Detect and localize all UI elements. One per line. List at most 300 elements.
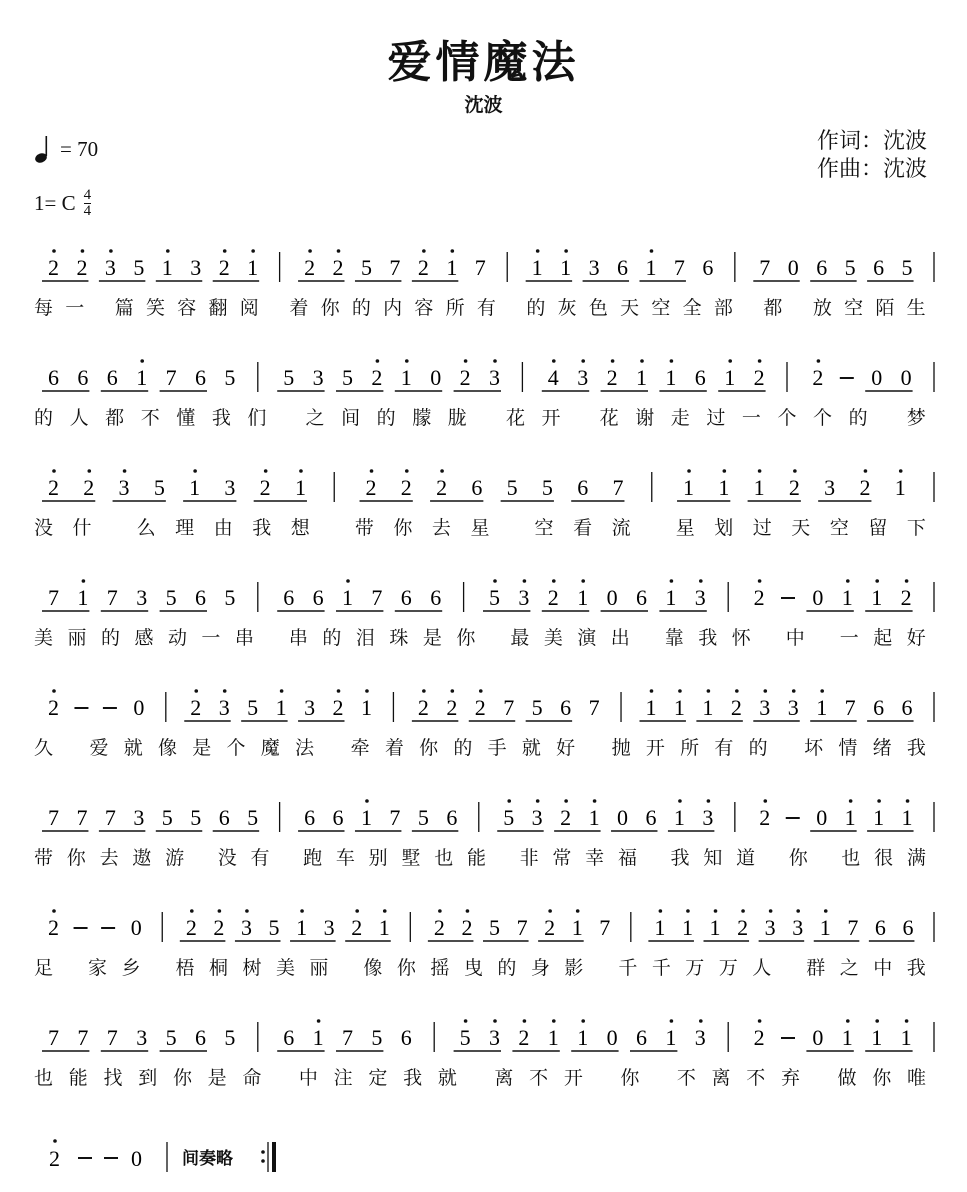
- note: 6: [77, 365, 89, 390]
- lyric-char: [283, 403, 290, 430]
- note: 5: [165, 585, 177, 610]
- lyric-char: 树: [242, 957, 263, 979]
- octave-dot: [405, 359, 409, 363]
- lyric-char: 抛: [611, 737, 632, 759]
- octave-dot: [193, 469, 197, 473]
- lyric-char: 很: [874, 847, 895, 869]
- note: 2: [48, 915, 59, 940]
- octave-dot: [365, 799, 369, 803]
- note: 7: [48, 805, 59, 830]
- note: 3: [759, 695, 771, 720]
- lyric-char: 就: [437, 1067, 458, 1089]
- lyric-char: 摇: [430, 957, 451, 979]
- note: 6: [48, 365, 59, 390]
- note: 1: [547, 1025, 559, 1050]
- note: 6: [902, 915, 914, 940]
- note: 7: [673, 255, 685, 280]
- lyric-char: 的: [497, 957, 518, 979]
- octave-dot: [523, 1019, 527, 1023]
- octave-dot: [670, 359, 674, 363]
- lyric-char: 个: [777, 407, 798, 429]
- octave-dot: [376, 359, 380, 363]
- lyric-char: [783, 733, 790, 760]
- lyric-char: [67, 953, 74, 980]
- note: 1: [636, 365, 647, 390]
- note: 1: [844, 805, 856, 830]
- lyric-char: 魔: [260, 737, 281, 759]
- lyric-char: 流: [611, 517, 632, 539]
- octave-dot: [899, 469, 903, 473]
- lyric-char: 懂: [176, 407, 197, 429]
- note: 3: [136, 585, 148, 610]
- note: 2: [737, 915, 749, 940]
- octave-dot: [581, 579, 585, 583]
- octave-dot: [223, 249, 227, 253]
- lyric-char: 演: [577, 627, 598, 649]
- octave-dot: [251, 249, 255, 253]
- lyric-char: 不: [140, 407, 161, 429]
- note: 1: [665, 1025, 677, 1050]
- lyric-char: 美: [275, 957, 296, 979]
- time-signature-beats: 4: [83, 187, 92, 203]
- lyric-char: 丽: [67, 627, 88, 649]
- lyric-char: 的: [322, 627, 343, 649]
- note-line: [0, 1018, 967, 1058]
- lyric-char: 都: [105, 407, 126, 429]
- note: 6: [816, 255, 828, 280]
- lyric-char: [500, 843, 507, 870]
- notation-row: [0, 248, 967, 358]
- note: 2: [332, 695, 344, 720]
- lyric-char: 你: [172, 1067, 193, 1089]
- lyric-char: [268, 623, 275, 650]
- note: 7: [599, 915, 611, 940]
- octave-dot: [308, 249, 312, 253]
- lyric-line: [34, 293, 927, 320]
- lyric-char: 定: [368, 1067, 389, 1089]
- octave-dot: [493, 359, 497, 363]
- lyric-char: 动: [167, 627, 188, 649]
- lyric-char: 理: [175, 517, 196, 539]
- lyric-char: 出: [610, 627, 631, 649]
- tempo-value: = 70: [60, 136, 99, 161]
- lyric-char: 靠: [664, 627, 685, 649]
- final-note-group: [49, 1139, 274, 1172]
- octave-dot: [796, 909, 800, 913]
- lyric-char: 阅: [239, 297, 260, 319]
- lyric-char: 开: [645, 737, 666, 759]
- note: 3: [240, 915, 252, 940]
- note: 5: [283, 365, 295, 390]
- note: 5: [503, 805, 515, 830]
- lyric-char: 你: [620, 1067, 641, 1089]
- note: 6: [218, 805, 230, 830]
- note: 6: [332, 805, 344, 830]
- lyric-line: [34, 843, 927, 870]
- note: 6: [577, 475, 589, 500]
- note: 7: [503, 695, 515, 720]
- lyric-char: 家: [88, 957, 109, 979]
- note: 2: [544, 915, 556, 940]
- octave-dot: [81, 249, 85, 253]
- lyric-char: 遨: [132, 847, 153, 869]
- note: 1: [560, 255, 572, 280]
- note: 2: [365, 475, 377, 500]
- lyric-char: 去: [431, 517, 452, 539]
- octave-dot: [536, 799, 540, 803]
- note: 1: [871, 1025, 883, 1050]
- lyric-char: 身: [530, 957, 551, 979]
- lyric-char: 串: [288, 627, 309, 649]
- lyric-char: 们: [247, 407, 268, 429]
- note: 2: [461, 915, 473, 940]
- octave-dot: [875, 1019, 879, 1023]
- note: 1: [189, 475, 201, 500]
- lyric-char: 美: [34, 627, 55, 649]
- octave-dot: [640, 359, 644, 363]
- lyric-char: 没: [217, 847, 238, 869]
- note: 0: [606, 585, 618, 610]
- note: 6: [636, 585, 647, 610]
- note: 3: [531, 805, 543, 830]
- note: 5: [224, 365, 236, 390]
- lyric-char: 篇: [114, 297, 135, 319]
- lyric-line: [34, 513, 927, 540]
- lyric-char: 你: [456, 627, 477, 649]
- tempo-marking: [34, 132, 98, 166]
- note: 3: [702, 805, 714, 830]
- lyric-char: [97, 293, 104, 320]
- lyric-char: 由: [213, 517, 234, 539]
- lyric-char: 去: [99, 847, 120, 869]
- octave-dot: [906, 799, 910, 803]
- lyric-char: 中: [873, 957, 894, 979]
- lyric-char: 都: [763, 297, 784, 319]
- lyric-char: 绪: [872, 737, 893, 759]
- note: 6: [195, 585, 206, 610]
- lyric-char: 是: [207, 1067, 228, 1089]
- note: 1: [360, 805, 372, 830]
- note: 5: [489, 585, 500, 610]
- note: 6: [400, 585, 412, 610]
- lyric-char: 离: [711, 1067, 732, 1089]
- octave-dot: [536, 249, 540, 253]
- octave-dot: [218, 909, 222, 913]
- note: 2: [371, 365, 383, 390]
- lyric-char: 带: [354, 517, 375, 539]
- octave-dot: [383, 909, 387, 913]
- lyric-char: [277, 1063, 284, 1090]
- note: 1: [901, 805, 913, 830]
- octave-dot: [817, 359, 821, 363]
- note: 6: [901, 695, 913, 720]
- lyric-char: 跑: [303, 847, 324, 869]
- octave-dot: [877, 799, 881, 803]
- note-line: [0, 798, 967, 838]
- lyric-char: 影: [564, 957, 585, 979]
- lyric-char: 空: [534, 517, 555, 539]
- octave-dot: [659, 909, 663, 913]
- note: 2: [351, 915, 363, 940]
- final-line: [0, 1138, 967, 1178]
- octave-dot: [686, 909, 690, 913]
- octave-dot: [905, 1019, 909, 1023]
- note: 6: [106, 365, 118, 390]
- lyric-char: 一: [201, 627, 222, 649]
- note: 7: [48, 585, 59, 610]
- lyric-char: 是: [192, 737, 213, 759]
- lyric-char: 的: [748, 737, 769, 759]
- note: 1: [577, 1025, 589, 1050]
- octave-dot: [438, 909, 442, 913]
- note: 5: [506, 475, 518, 500]
- note: 2: [812, 365, 824, 390]
- octave-dot: [763, 799, 767, 803]
- note: 2: [859, 475, 871, 500]
- lyric-char: [509, 513, 516, 540]
- note: 2: [213, 915, 225, 940]
- octave-dot: [405, 469, 409, 473]
- lyric-char: [644, 623, 651, 650]
- note: 1: [873, 805, 885, 830]
- lyric-char: 开: [563, 1067, 584, 1089]
- lyric-char: 桐: [208, 957, 229, 979]
- lyric-char: [329, 733, 336, 760]
- octave-dot: [678, 689, 682, 693]
- octave-dot: [552, 359, 556, 363]
- octave-dot: [264, 469, 268, 473]
- lyric-char: 天: [620, 297, 641, 319]
- note: 7: [48, 1025, 59, 1050]
- svg-text:2: 2: [49, 1146, 60, 1171]
- notation-row: [0, 468, 967, 578]
- note: 2: [560, 805, 572, 830]
- lyric-char: 的: [351, 297, 372, 319]
- lyric-char: 最: [510, 627, 531, 649]
- lyric-char: 也: [34, 1067, 55, 1089]
- octave-dot: [741, 909, 745, 913]
- note: 6: [430, 585, 442, 610]
- note: 3: [824, 475, 836, 500]
- octave-dot: [123, 469, 127, 473]
- lyricist-credit: 作词：沈波: [816, 129, 927, 154]
- lyric-char: 我: [403, 1067, 424, 1089]
- note: 0: [871, 365, 883, 390]
- note: 3: [694, 1025, 706, 1050]
- note: 7: [612, 475, 624, 500]
- lyric-char: 内: [383, 297, 404, 319]
- lyric-char: 幸: [585, 847, 606, 869]
- lyric-char: 不: [676, 1067, 697, 1089]
- note-line: [0, 578, 967, 618]
- note: 1: [894, 475, 906, 500]
- octave-dot: [670, 579, 674, 583]
- note: 7: [588, 695, 600, 720]
- lyric-char: 唯: [906, 1067, 927, 1089]
- note: 1: [673, 695, 685, 720]
- lyric-char: 的: [376, 407, 397, 429]
- octave-dot: [581, 359, 585, 363]
- note: 0: [812, 1025, 824, 1050]
- lyric-char: 你: [419, 737, 440, 759]
- lyric-char: 车: [335, 847, 356, 869]
- note-line: [0, 688, 967, 728]
- lyric-char: 的: [453, 737, 474, 759]
- note: 1: [296, 915, 308, 940]
- lyric-char: 梧: [175, 957, 196, 979]
- octave-dot: [464, 1019, 468, 1023]
- lyric-char: 万: [685, 957, 706, 979]
- note-line: [0, 468, 967, 508]
- lyric-char: 泪: [355, 627, 376, 649]
- note: 6: [873, 255, 885, 280]
- lyric-char: 久: [34, 737, 55, 759]
- note: 2: [218, 255, 230, 280]
- lyric-char: [68, 733, 75, 760]
- note: 5: [247, 805, 259, 830]
- lyric-char: 人: [69, 407, 90, 429]
- note: 6: [283, 1025, 295, 1050]
- note: 6: [702, 255, 714, 280]
- note: 7: [165, 365, 177, 390]
- octave-dot: [758, 469, 762, 473]
- lyric-char: [884, 403, 891, 430]
- lyric-char: 我: [698, 627, 719, 649]
- singer-name: 沈波: [464, 94, 503, 116]
- lyric-char: 走: [670, 407, 691, 429]
- note: 1: [871, 585, 883, 610]
- octave-dot: [422, 689, 426, 693]
- lyric-char: 千: [651, 957, 672, 979]
- lyric-char: 放: [812, 297, 833, 319]
- octave-dot: [337, 689, 341, 693]
- lyric-char: 一: [741, 407, 762, 429]
- lyric-char: 你: [396, 957, 417, 979]
- lyric-char: 梦: [906, 407, 927, 429]
- lyric-char: 星: [470, 517, 491, 539]
- lyric-char: 有: [476, 297, 497, 319]
- note: 6: [304, 805, 316, 830]
- lyric-char: 福: [617, 847, 638, 869]
- lyric-char: 我: [211, 407, 232, 429]
- note: 2: [48, 255, 59, 280]
- note: 6: [636, 1025, 647, 1050]
- note: 4: [547, 365, 559, 390]
- lyric-char: 能: [68, 1067, 89, 1089]
- note: 2: [190, 695, 202, 720]
- note: 2: [83, 475, 95, 500]
- note: 1: [247, 255, 259, 280]
- lyric-char: 的: [100, 627, 121, 649]
- lyric-char: 带: [34, 847, 55, 869]
- note: 2: [753, 585, 765, 610]
- note: 5: [161, 805, 173, 830]
- octave-dot: [707, 689, 711, 693]
- note: 2: [753, 1025, 765, 1050]
- note: 7: [759, 255, 771, 280]
- lyric-char: 什: [72, 517, 93, 539]
- octave-dot: [355, 909, 359, 913]
- note: 2: [436, 475, 448, 500]
- note: 0: [617, 805, 629, 830]
- notation-row: [0, 358, 967, 468]
- octave-dot: [758, 1019, 762, 1023]
- note: 1: [294, 475, 306, 500]
- note: 7: [77, 1025, 89, 1050]
- lyric-char: [483, 403, 490, 430]
- note: 7: [76, 805, 88, 830]
- note: 6: [694, 365, 706, 390]
- lyric-char: 爱: [89, 737, 110, 759]
- note: 3: [136, 1025, 148, 1050]
- lyric-char: 谢: [635, 407, 656, 429]
- svg-text:0: 0: [131, 1146, 142, 1171]
- octave-dot: [440, 469, 444, 473]
- note: 3: [588, 255, 600, 280]
- note: 6: [195, 365, 206, 390]
- octave-dot: [723, 469, 727, 473]
- note: 2: [76, 255, 88, 280]
- note: 1: [718, 475, 730, 500]
- note: 6: [195, 1025, 206, 1050]
- octave-dot: [846, 1019, 850, 1023]
- octave-dot: [52, 469, 56, 473]
- note: 7: [106, 585, 118, 610]
- note: 2: [446, 695, 458, 720]
- lyric-char: 朦: [412, 407, 433, 429]
- octave-dot: [849, 799, 853, 803]
- note: 7: [389, 255, 401, 280]
- lyric-char: 怀: [731, 627, 752, 649]
- lyric-char: 个: [226, 737, 247, 759]
- lyric-char: 群: [806, 957, 827, 979]
- note: 5: [224, 585, 236, 610]
- octave-dot: [792, 689, 796, 693]
- note: 1: [665, 365, 677, 390]
- key-signature: [34, 188, 91, 219]
- octave-dot: [820, 689, 824, 693]
- note: 2: [433, 915, 445, 940]
- lyric-char: 陌: [875, 297, 896, 319]
- lyric-char: [765, 623, 772, 650]
- note: 7: [847, 915, 859, 940]
- note: 2: [900, 585, 912, 610]
- lyric-char: 满: [906, 847, 927, 869]
- lyric-char: 过: [706, 407, 727, 429]
- note: 1: [683, 475, 695, 500]
- octave-dot: [194, 689, 198, 693]
- octave-dot: [707, 799, 711, 803]
- note: 1: [681, 915, 693, 940]
- lyric-char: 游: [165, 847, 186, 869]
- note: 2: [730, 695, 742, 720]
- lyric-char: 弃: [781, 1067, 802, 1089]
- composer-credit: 作曲：沈波: [816, 157, 927, 182]
- octave-dot: [576, 909, 580, 913]
- note: 7: [844, 695, 856, 720]
- note: 5: [489, 915, 500, 940]
- note: 1: [77, 585, 89, 610]
- lyric-char: 划: [714, 517, 735, 539]
- lyric-char: 丽: [309, 957, 330, 979]
- lyric-line: [34, 623, 927, 650]
- lyric-char: [283, 843, 290, 870]
- lyric-char: 部: [713, 297, 734, 319]
- lyric-char: 做: [837, 1067, 858, 1089]
- octave-dot: [451, 249, 455, 253]
- note: 0: [900, 365, 912, 390]
- lyric-char: 坏: [804, 737, 825, 759]
